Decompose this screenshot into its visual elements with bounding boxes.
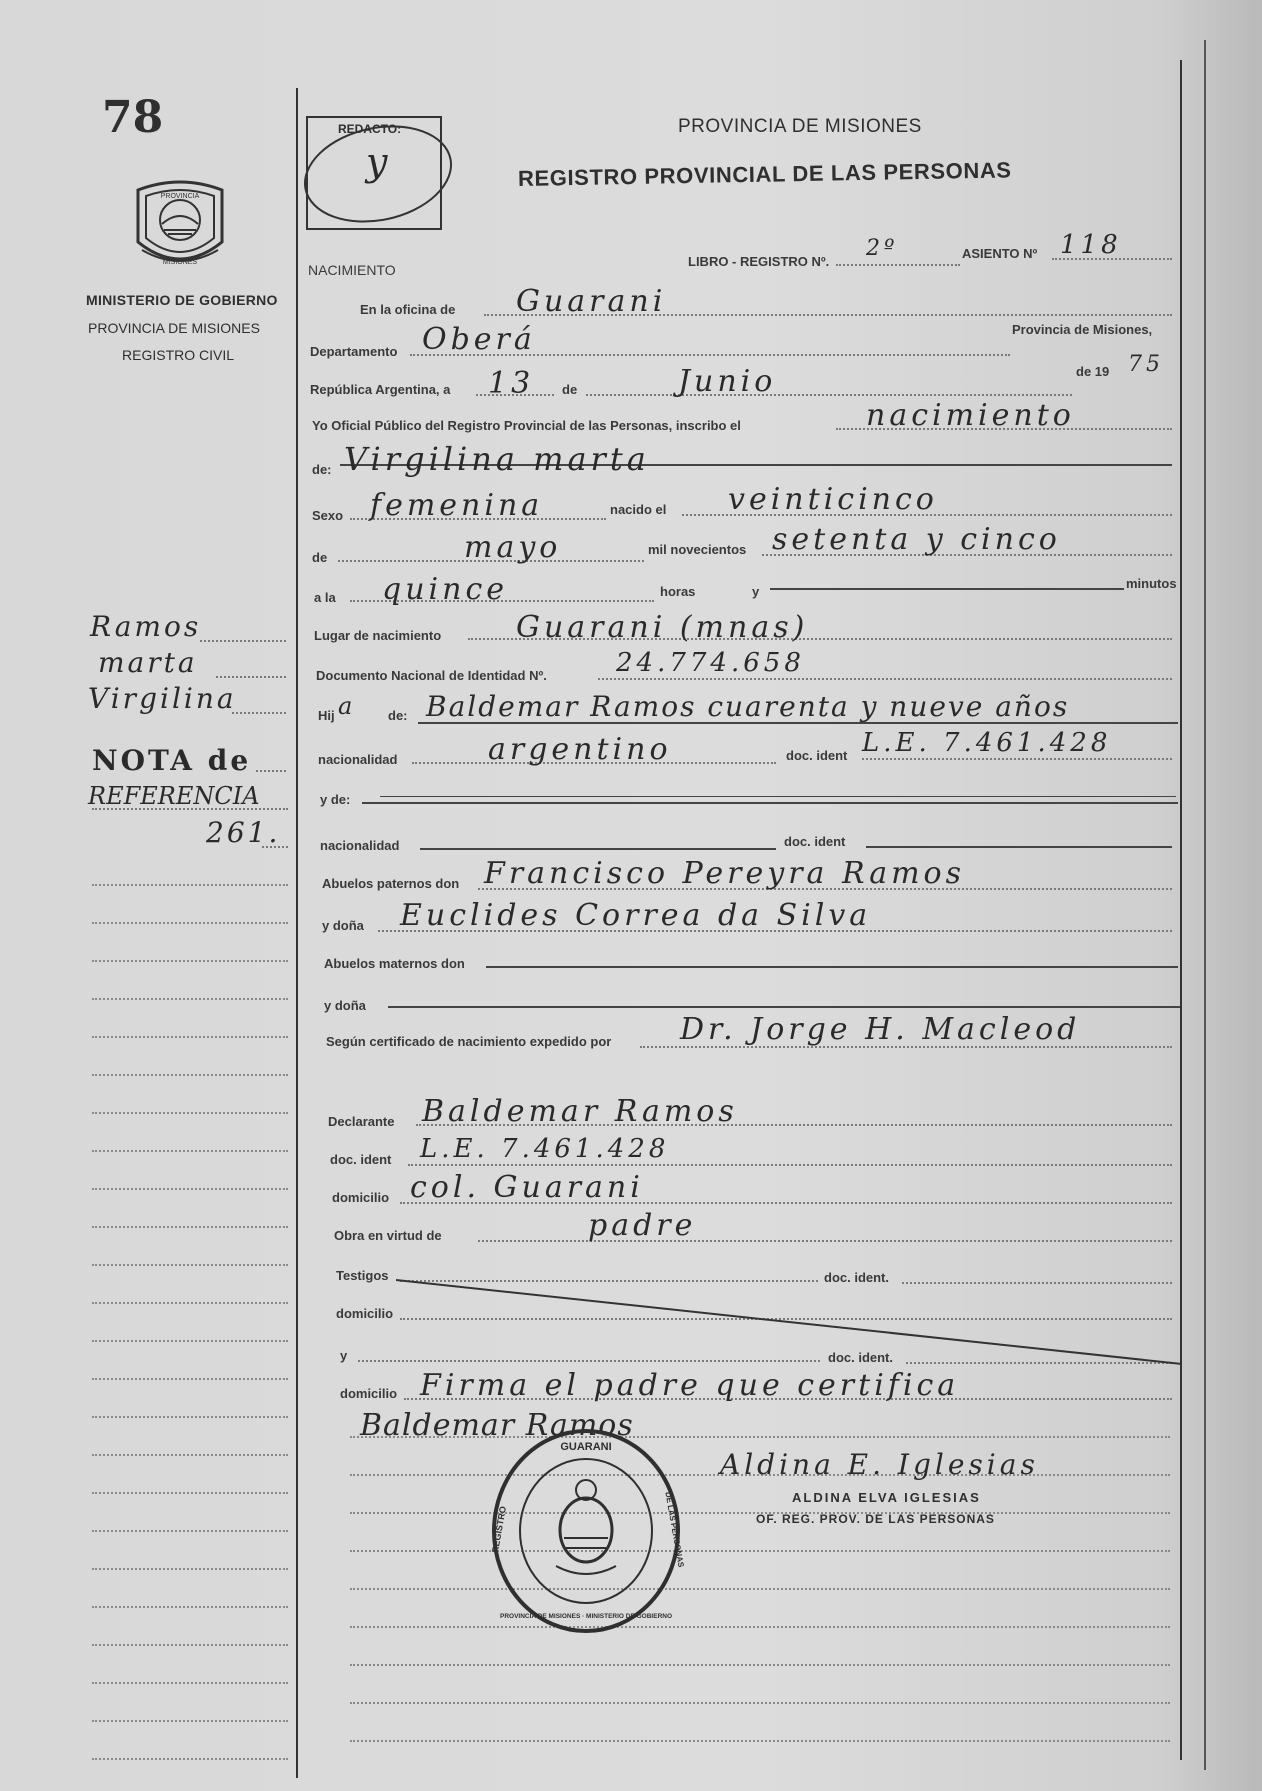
departamento-value: Oberá — [422, 322, 536, 357]
margin-line — [92, 1720, 288, 1722]
margin-line — [92, 1302, 288, 1304]
nacionalidad-label: nacionalidad — [318, 752, 398, 767]
margin-line — [92, 1074, 288, 1076]
nacionalidad2-label: nacionalidad — [320, 838, 400, 853]
margin-note-line — [216, 676, 286, 678]
mil-label: mil novecientos — [648, 542, 747, 557]
yde-line-2 — [380, 796, 1176, 797]
official-seal-icon — [486, 1426, 686, 1636]
nacido-label: nacido el — [610, 502, 667, 517]
margin-line — [92, 1378, 288, 1380]
header-title: REGISTRO PROVINCIAL DE LAS PERSONAS — [517, 157, 1012, 191]
margin-line — [92, 1226, 288, 1228]
lugar-value: Guarani (mnas) — [516, 610, 809, 645]
horas-label: horas — [660, 584, 696, 599]
testigos-doc-label: doc. ident. — [824, 1270, 889, 1285]
margin-line — [92, 1036, 288, 1038]
margin-line — [92, 1568, 288, 1570]
abuelos-mat-label: Abuelos maternos don — [324, 956, 465, 971]
testigos-strike-line — [396, 1276, 1186, 1370]
yde-label: y de: — [320, 792, 351, 807]
minutos-line — [770, 588, 1124, 590]
dni-label: Documento Nacional de Identidad Nº. — [316, 668, 547, 683]
docident-line — [862, 758, 1172, 760]
obra-label: Obra en virtud de — [334, 1228, 442, 1243]
nombre-value: Virgilina marta — [344, 440, 650, 478]
act-type-label: NACIMIENTO — [308, 262, 396, 278]
ydona2-label: y doña — [324, 998, 366, 1013]
left-border-line — [296, 88, 298, 1778]
seal-bottom-text: PROVINCIA DE MISIONES · MINISTERIO DE GOBIERNO — [499, 1613, 673, 1620]
oficina-value: Guarani — [516, 284, 667, 319]
margin-note-line — [256, 770, 286, 772]
form-line — [350, 1626, 1170, 1628]
margin-line — [92, 1112, 288, 1114]
y-label: y — [752, 584, 760, 599]
mes-value: Junio — [678, 364, 777, 399]
page-number: 78 — [102, 92, 164, 143]
mes-nac-value: mayo — [464, 530, 562, 565]
docident2-label: doc. ident — [784, 834, 846, 849]
margin-line — [92, 1454, 288, 1456]
padre-value: Baldemar Ramos cuarenta y nueve años — [426, 690, 1070, 723]
docident-value: L.E. 7.461.428 — [862, 728, 1112, 758]
margin-line — [92, 1150, 288, 1152]
nacionalidad-value: argentino — [488, 732, 672, 767]
margin-line — [92, 1530, 288, 1532]
test-dom2-label: domicilio — [340, 1386, 398, 1401]
outer-right-line — [1204, 40, 1206, 1770]
abuelos-pat-label: Abuelos paternos don — [322, 876, 460, 891]
docident2-line — [866, 846, 1172, 848]
decl-doc-label: doc. ident — [330, 1152, 392, 1167]
margin-line — [92, 1264, 288, 1266]
registry-name: REGISTRO CIVIL — [122, 347, 235, 363]
ala-label: a la — [314, 590, 336, 605]
provincia-label: Provincia de Misiones, — [1012, 322, 1153, 337]
seal-left-text: REGISTRO — [490, 1505, 509, 1554]
mes-line — [586, 394, 1072, 396]
de2-label: de — [312, 550, 328, 565]
margin-note-3: 261. — [206, 816, 281, 849]
declarante-signature: Baldemar Ramos — [360, 1408, 634, 1443]
abuela-pat-value: Euclides Correa da Silva — [400, 898, 872, 933]
margin-note-2: REFERENCIA — [88, 782, 260, 810]
dni-value: 24.774.658 — [616, 648, 805, 678]
hijo-de-label: de: — [388, 708, 408, 723]
test-y-label: y — [340, 1348, 348, 1363]
nacionalidad2-line — [420, 848, 776, 850]
margin-line — [92, 1606, 288, 1608]
anio-nac-value: setenta y cinco — [772, 522, 1061, 557]
obra-value: padre — [588, 1208, 697, 1243]
test-dom-label: domicilio — [336, 1306, 394, 1321]
anio-label: de 19 — [1076, 364, 1110, 379]
lugar-label: Lugar de nacimiento — [314, 628, 442, 643]
libro-label: LIBRO - REGISTRO Nº. — [688, 254, 830, 269]
form-line — [350, 1588, 1170, 1590]
oficial-stamp-title: OF. REG. PROV. DE LAS PERSONAS — [756, 1512, 995, 1526]
margin-line — [92, 1340, 288, 1342]
anio-value: 75 — [1128, 352, 1164, 377]
abuelos-mat-line — [486, 966, 1178, 968]
margin-surname: Ramos — [90, 610, 202, 643]
margin-line — [92, 1682, 288, 1684]
margin-note-1: NOTA de — [92, 744, 252, 777]
ydona2-line — [388, 1006, 1180, 1008]
margin-line — [92, 884, 288, 886]
crest-text-bottom: MISIONES — [162, 259, 198, 266]
dia-value: 13 — [488, 366, 535, 401]
libro-value: 2º — [866, 236, 899, 261]
oficina-label: En la oficina de — [360, 302, 456, 317]
de-label: de — [562, 382, 578, 397]
sexo-label: Sexo — [312, 508, 344, 523]
oficial-stamp-name: ALDINA ELVA IGLESIAS — [792, 1490, 981, 1505]
testigos-label: Testigos — [336, 1268, 389, 1283]
redacto-value: y — [366, 140, 392, 184]
declarante-value: Baldemar Ramos — [422, 1094, 738, 1129]
decl-doc-value: L.E. 7.461.428 — [420, 1134, 670, 1164]
nacido-value: veinticinco — [728, 482, 938, 517]
form-line — [350, 1702, 1170, 1704]
declarante-label: Declarante — [328, 1114, 395, 1129]
departamento-label: Departamento — [310, 344, 398, 359]
margin-line — [92, 960, 288, 962]
margin-note-line — [232, 712, 286, 714]
right-border-line — [1180, 60, 1182, 1760]
margin-note-line — [200, 640, 286, 642]
nombre-label: de: — [312, 462, 332, 477]
libro-line — [836, 264, 960, 266]
firma-value: Firma el padre que certifica — [420, 1368, 960, 1403]
domicilio-label: domicilio — [332, 1190, 390, 1205]
margin-line — [92, 998, 288, 1000]
hijo-suffix: a — [338, 692, 357, 720]
header-province: PROVINCIA DE MISIONES — [678, 116, 922, 137]
minutos-label: minutos — [1126, 576, 1177, 591]
yde-line — [362, 802, 1178, 804]
sexo-value: femenina — [370, 488, 544, 523]
oficial-signature: Aldina E. Iglesias — [720, 1448, 1039, 1481]
ministry-name: MINISTERIO DE GOBIERNO — [86, 292, 278, 308]
domicilio-value: col. Guarani — [410, 1170, 644, 1205]
province-name: PROVINCIA DE MISIONES — [88, 320, 260, 336]
margin-line — [92, 1416, 288, 1418]
margin-line — [92, 1644, 288, 1646]
republica-label: República Argentina, a — [310, 382, 451, 397]
crest-text-top: PROVINCIA — [160, 193, 200, 200]
asiento-value: 118 — [1060, 230, 1122, 260]
dni-line — [598, 678, 1172, 680]
ydona-label: y doña — [322, 918, 364, 933]
obra-line — [478, 1240, 1172, 1242]
certificado-value: Dr. Jorge H. Macleod — [680, 1012, 1081, 1047]
margin-line — [92, 922, 288, 924]
form-line — [350, 1740, 1170, 1742]
asiento-label: ASIENTO Nº — [962, 246, 1038, 261]
test-doc2-label: doc. ident. — [828, 1350, 893, 1365]
seal-right-text: DE LAS PERSONAS — [663, 1491, 686, 1569]
redacto-label: REDACTO: — [338, 122, 402, 136]
provincial-crest-icon — [128, 172, 232, 280]
seal-top-text: GUARANI — [560, 1441, 612, 1453]
hijo-label: Hij — [318, 708, 335, 723]
certificado-label: Según certificado de nacimiento expedido por — [326, 1034, 612, 1049]
margin-name-1: marta — [98, 646, 198, 679]
margin-name-2: Virgilina — [88, 682, 237, 715]
decl-doc-line — [408, 1164, 1172, 1166]
oficial-label: Yo Oficial Público del Registro Provincial de las Personas, inscribo el — [312, 418, 741, 433]
margin-line — [92, 1492, 288, 1494]
abuelo-pat-value: Francisco Pereyra Ramos — [484, 856, 966, 891]
form-line — [350, 1550, 1170, 1552]
margin-line — [92, 1188, 288, 1190]
oficial-value: nacimiento — [866, 398, 1075, 433]
margin-line — [92, 1758, 288, 1760]
docident-label: doc. ident — [786, 748, 848, 763]
form-line — [350, 1664, 1170, 1666]
hora-value: quince — [382, 572, 508, 607]
